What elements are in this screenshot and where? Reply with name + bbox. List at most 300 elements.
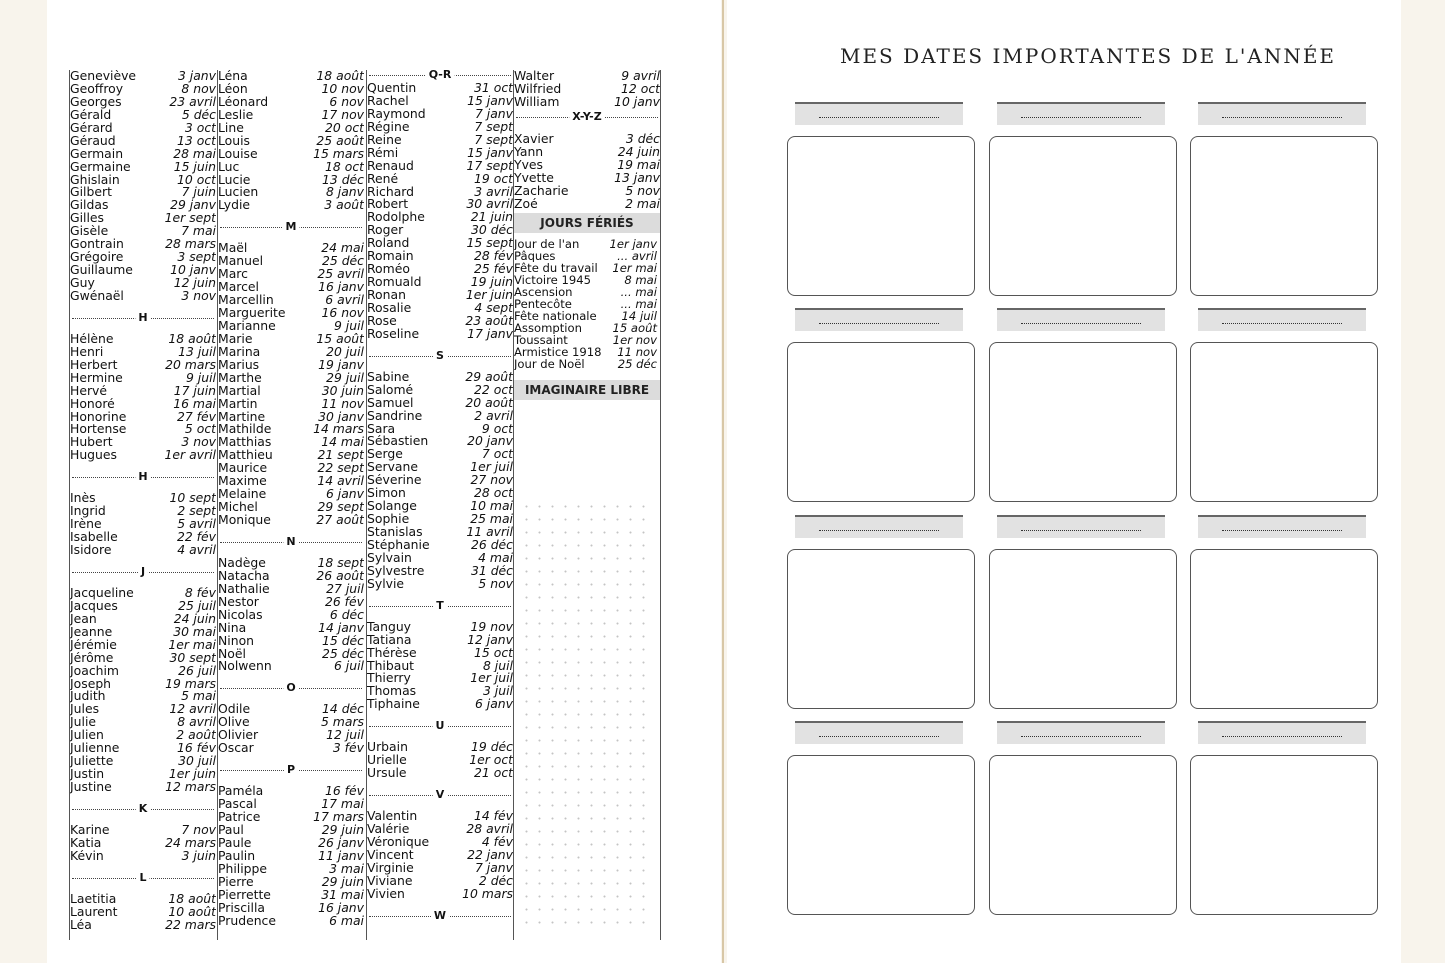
letter-divider: [70, 557, 216, 587]
holidays-list: [514, 238, 660, 370]
page-title: MES DATES IMPORTANTES DE L'ANNÉE: [839, 44, 1337, 68]
first-name: Valentin: [367, 810, 418, 823]
first-name: Thibaut: [367, 659, 415, 673]
name-block: [70, 587, 216, 794]
name-day-date: 20 janv: [467, 435, 513, 449]
holiday-date: 1er mai: [612, 262, 657, 275]
name-day-date: 3 janv: [177, 70, 216, 83]
name-row: [70, 238, 216, 251]
letter-divider: [218, 673, 364, 703]
first-name: Thérèse: [367, 646, 417, 660]
first-name: Solange: [367, 500, 417, 514]
name-day-date: 27 août: [316, 514, 364, 527]
first-name: Gérard: [70, 121, 113, 135]
first-name: Marcellin: [218, 294, 274, 307]
letter-divider: [367, 901, 513, 931]
name-day-date: 16 nov: [321, 307, 364, 320]
first-name: Léonard: [218, 95, 269, 109]
name-row: [70, 587, 216, 600]
first-name: Rémi: [367, 146, 399, 160]
first-name: Louis: [218, 134, 251, 148]
name-day-date: 25 juil: [178, 599, 216, 613]
name-day-date: 1er juil: [470, 461, 513, 475]
name-day-date: 29 sept: [317, 501, 364, 514]
holiday-row: [514, 322, 660, 334]
name-day-date: 7 sept: [474, 120, 513, 134]
name-day-date: 8 janv: [325, 186, 364, 200]
first-name: Léna: [218, 70, 248, 83]
first-name: Olive: [218, 716, 250, 730]
first-name: Matthias: [218, 436, 272, 450]
note-box[interactable]: [989, 342, 1177, 502]
name-day-date: 24 mars: [165, 836, 216, 850]
name-row: [218, 557, 364, 570]
date-label-field[interactable]: [795, 102, 963, 125]
name-day-date: 3 avril: [474, 185, 513, 199]
name-day-date: 7 sept: [474, 133, 513, 147]
name-row: [367, 500, 513, 513]
name-day-date: 13 oct: [177, 134, 216, 148]
name-row: [367, 134, 513, 147]
name-day-date: 5 oct: [184, 423, 216, 437]
first-name: Roméo: [367, 263, 410, 277]
name-row: [218, 359, 364, 372]
letter-divider: [70, 863, 216, 893]
name-day-date: 10 mars: [462, 887, 513, 901]
name-row: [218, 863, 364, 876]
name-day-date: 4 sept: [474, 301, 513, 315]
name-day-date: 13 déc: [321, 173, 364, 187]
first-name: Isabelle: [70, 531, 118, 544]
name-day-date: 28 avril: [466, 823, 513, 836]
name-day-date: 29 août: [465, 370, 513, 384]
first-name: Gilbert: [70, 186, 112, 200]
name-day-date: 6 nov: [329, 95, 364, 109]
name-block: [367, 810, 513, 901]
name-row: [70, 186, 216, 199]
date-label-field[interactable]: [997, 308, 1165, 331]
name-day-date: 20 mars: [165, 358, 216, 372]
first-name: Stéphanie: [367, 538, 430, 552]
name-row: [218, 109, 364, 122]
name-day-date: 15 oct: [474, 646, 513, 660]
name-day-date: 5 nov: [625, 184, 660, 198]
first-name: Nestor: [218, 595, 259, 609]
first-name: Raymond: [367, 107, 426, 121]
name-day-date: 12 mars: [165, 781, 216, 794]
name-day-date: 20 juil: [326, 345, 364, 359]
name-day-date: 31 mai: [321, 888, 364, 902]
first-name: Maxime: [218, 475, 267, 489]
letter-label: S: [433, 349, 447, 362]
name-day-date: 1er avril: [164, 449, 216, 463]
name-day-date: 7 janv: [474, 107, 513, 121]
first-name: Lydie: [218, 199, 251, 213]
name-day-date: 10 janv: [170, 264, 216, 277]
first-name: Joseph: [70, 677, 112, 691]
first-name: Odile: [218, 703, 251, 717]
letter-divider: [70, 303, 216, 333]
first-name: Valérie: [367, 823, 410, 836]
name-row: [218, 96, 364, 109]
name-day-date: 4 fév: [481, 835, 513, 849]
name-day-date: 19 mai: [617, 158, 660, 172]
note-box[interactable]: [787, 136, 975, 296]
first-name: Walter: [514, 70, 555, 83]
name-day-date: 28 mars: [165, 238, 216, 252]
date-label-field[interactable]: [997, 102, 1165, 125]
letter-label: H: [135, 470, 150, 483]
name-block: [218, 785, 364, 927]
name-row: [218, 83, 364, 96]
first-name: Leslie: [218, 108, 254, 122]
name-row: [367, 397, 513, 410]
first-name: Romuald: [367, 276, 422, 289]
first-name: Yvette: [514, 171, 554, 185]
first-name: Zacharie: [514, 184, 569, 198]
name-day-date: 28 fév: [473, 250, 513, 264]
note-box[interactable]: [1190, 549, 1378, 709]
name-row: [514, 96, 660, 109]
first-name: Gérald: [70, 108, 112, 122]
name-row: [367, 384, 513, 397]
name-row: [367, 754, 513, 767]
name-day-date: 20 août: [465, 396, 513, 410]
date-label-field[interactable]: [1198, 308, 1366, 331]
first-name: Sylvie: [367, 577, 405, 591]
first-name: Rodolphe: [367, 211, 425, 225]
first-name: Marius: [218, 358, 260, 372]
name-row: [218, 320, 364, 333]
letter-label: V: [433, 788, 448, 801]
name-block: [218, 242, 364, 527]
date-label-field[interactable]: [997, 515, 1165, 538]
first-name: Rose: [367, 314, 397, 328]
first-name: Sophie: [367, 513, 410, 526]
name-day-date: 24 mai: [321, 242, 364, 256]
first-name: Judith: [70, 690, 106, 704]
name-day-date: 19 nov: [470, 620, 513, 634]
first-name: Philippe: [218, 862, 268, 876]
name-day-date: 14 mars: [313, 423, 364, 437]
name-day-date: 15 août: [316, 332, 364, 346]
name-day-date: 21 oct: [474, 767, 513, 781]
first-name: Gontrain: [70, 238, 124, 252]
date-label-field[interactable]: [795, 308, 963, 331]
name-row: [218, 242, 364, 255]
name-day-date: 22 mars: [165, 918, 216, 932]
name-row: [218, 199, 364, 212]
name-row: [218, 915, 364, 928]
name-row: [367, 147, 513, 160]
name-day-date: 17 juin: [173, 384, 216, 398]
first-name: Léon: [218, 82, 248, 96]
first-name: Thomas: [367, 685, 417, 699]
name-row: [70, 225, 216, 238]
name-day-date: 12 juin: [173, 277, 216, 290]
holiday-name: Victoire 1945: [514, 274, 591, 287]
name-day-date: 28 oct: [474, 487, 513, 501]
name-day-date: 5 mai: [181, 690, 216, 704]
first-name: Séverine: [367, 474, 422, 488]
name-day-date: 12 avril: [169, 703, 216, 717]
name-row: [514, 70, 660, 83]
first-name: Hubert: [70, 436, 113, 450]
name-day-date: 17 janv: [467, 327, 513, 341]
name-day-date: 9 oct: [481, 422, 513, 436]
name-row: [218, 411, 364, 424]
name-row: [70, 199, 216, 212]
name-day-date: 18 août: [168, 892, 216, 906]
first-name: Marianne: [218, 319, 276, 333]
name-day-date: 3 juil: [482, 685, 513, 699]
name-day-date: 25 août: [316, 134, 364, 148]
letter-label: T: [433, 599, 447, 612]
note-box[interactable]: [1190, 136, 1378, 296]
note-box[interactable]: [1190, 755, 1378, 915]
holiday-row: [514, 310, 660, 322]
holiday-name: Armistice 1918: [514, 346, 602, 359]
holiday-name: Jour de l'an: [514, 238, 580, 251]
name-row: [367, 888, 513, 901]
holiday-date: 1er nov: [612, 334, 657, 347]
letter-label: P: [284, 763, 298, 776]
first-name: Hélène: [70, 332, 114, 346]
letter-divider: [70, 462, 216, 492]
first-name: Régine: [367, 120, 410, 134]
name-day-date: 27 juil: [326, 582, 364, 596]
first-name: Prudence: [218, 914, 276, 928]
name-day-date: 10 oct: [177, 173, 216, 187]
dotted-write-line: [819, 323, 939, 324]
name-row: [514, 172, 660, 185]
name-day-date: 4 mai: [478, 551, 513, 565]
first-name: Vivien: [367, 887, 405, 901]
name-row: [70, 690, 216, 703]
first-name: Gisèle: [70, 225, 109, 239]
name-day-date: 1er oct: [469, 754, 513, 768]
name-row: [367, 250, 513, 263]
name-row: [367, 526, 513, 539]
first-name: Véronique: [367, 835, 430, 849]
date-label-field[interactable]: [1198, 515, 1366, 538]
first-name: Natacha: [218, 569, 270, 583]
note-box[interactable]: [989, 549, 1177, 709]
name-day-date: 2 sept: [177, 505, 216, 519]
first-name: Vincent: [367, 848, 414, 862]
note-box[interactable]: [787, 755, 975, 915]
holiday-name: Pâques: [514, 250, 556, 263]
date-label-field[interactable]: [795, 515, 963, 538]
name-row: [70, 531, 216, 544]
name-row: [218, 372, 364, 385]
date-label-field[interactable]: [795, 721, 963, 744]
first-name: Rachel: [367, 94, 409, 108]
name-row: [367, 160, 513, 173]
letter-divider: [218, 212, 364, 242]
name-row: [367, 552, 513, 565]
name-row: [70, 398, 216, 411]
name-row: [70, 781, 216, 794]
name-day-date: 9 juil: [333, 319, 364, 333]
first-name: Honoré: [70, 397, 115, 411]
name-row: [218, 161, 364, 174]
note-box[interactable]: [1190, 342, 1378, 502]
name-day-date: 16 fév: [176, 742, 216, 756]
name-day-date: 11 nov: [321, 397, 364, 411]
dotted-write-line: [819, 736, 939, 737]
first-name: Laetitia: [70, 892, 117, 906]
name-row: [367, 237, 513, 250]
name-row: [367, 435, 513, 448]
name-day-date: 16 janv: [318, 281, 364, 295]
name-row: [218, 785, 364, 798]
name-day-date: 19 janv: [318, 358, 364, 372]
note-box[interactable]: [989, 755, 1177, 915]
name-day-date: 8 nov: [181, 82, 216, 96]
first-name: Renaud: [367, 159, 414, 173]
date-label-field[interactable]: [1198, 102, 1366, 125]
name-day-date: 11 janv: [318, 849, 364, 863]
name-row: [70, 135, 216, 148]
name-row: [70, 174, 216, 187]
name-row: [218, 729, 364, 742]
name-day-date: 8 avril: [177, 716, 216, 730]
name-day-date: 7 janv: [474, 861, 513, 875]
first-name: Nicolas: [218, 608, 263, 622]
date-label-field[interactable]: [1198, 721, 1366, 744]
first-name: Jérémie: [70, 638, 117, 652]
name-day-date: 30 janv: [318, 410, 364, 424]
name-row: [218, 850, 364, 863]
name-row: [70, 122, 216, 135]
first-name: Jeanne: [70, 625, 113, 639]
name-row: [218, 174, 364, 187]
first-name: Geoffroy: [70, 82, 124, 96]
name-row: [218, 570, 364, 583]
name-day-date: 15 déc: [321, 634, 364, 648]
name-row: [70, 716, 216, 729]
letter-label: U: [433, 719, 448, 732]
name-row: [367, 224, 513, 237]
name-row: [367, 685, 513, 698]
name-row: [70, 333, 216, 346]
name-day-date: 13 janv: [614, 171, 660, 185]
letter-label: H: [135, 311, 150, 324]
name-row: [218, 837, 364, 850]
first-name: Manuel: [218, 255, 264, 269]
date-label-field[interactable]: [997, 721, 1165, 744]
first-name: Martial: [218, 384, 261, 398]
name-row: [70, 613, 216, 626]
name-day-date: 3 nov: [181, 436, 216, 450]
name-day-date: 12 juil: [326, 729, 364, 743]
name-row: [218, 902, 364, 915]
holiday-name: Assomption: [514, 322, 582, 335]
name-row: [218, 514, 364, 527]
name-row: [218, 148, 364, 161]
name-day-date: 1er juin: [465, 289, 513, 302]
name-row: [367, 849, 513, 862]
first-name: Grégoire: [70, 251, 124, 265]
first-name: Roger: [367, 224, 404, 238]
name-day-date: 10 sept: [169, 492, 216, 506]
name-row: [70, 505, 216, 518]
name-day-date: 3 août: [324, 199, 364, 213]
names-column-2: [217, 70, 364, 940]
note-box[interactable]: [787, 342, 975, 502]
name-day-date: 19 oct: [474, 172, 513, 186]
name-day-date: 26 déc: [470, 538, 513, 552]
first-name: Gilles: [70, 212, 105, 226]
name-row: [367, 410, 513, 423]
name-row: [70, 290, 216, 303]
first-name: Marc: [218, 268, 248, 282]
first-name: Thierry: [367, 672, 411, 686]
name-row: [218, 609, 364, 622]
first-name: Guy: [70, 277, 95, 290]
holiday-date: 15 août: [612, 322, 657, 335]
first-name: Matthieu: [218, 449, 273, 463]
first-name: Julienne: [70, 742, 120, 756]
note-box[interactable]: [989, 136, 1177, 296]
name-day-date: 5 déc: [181, 108, 216, 122]
dotted-write-line: [1222, 117, 1342, 118]
first-name: Sandrine: [367, 409, 423, 423]
letter-divider: [367, 591, 513, 621]
name-row: [70, 678, 216, 691]
dotted-write-line: [1222, 736, 1342, 737]
first-name: Serge: [367, 448, 403, 462]
first-name: Maurice: [218, 462, 268, 476]
note-box[interactable]: [787, 549, 975, 709]
name-row: [70, 423, 216, 436]
holiday-row: [514, 286, 660, 298]
name-row: [70, 411, 216, 424]
name-row: [70, 755, 216, 768]
name-row: [218, 346, 364, 359]
name-row: [367, 289, 513, 302]
name-row: [218, 449, 364, 462]
letter-label: X-Y-Z: [569, 110, 604, 123]
holiday-date: 8 mai: [624, 274, 657, 287]
holiday-name: Toussaint: [514, 334, 568, 347]
name-row: [70, 703, 216, 716]
name-day-date: 15 juin: [173, 160, 216, 174]
left-page: [47, 0, 721, 963]
name-day-date: 12 janv: [467, 633, 513, 647]
holiday-name: Jour de Noël: [514, 358, 585, 371]
name-day-date: 30 juin: [321, 384, 364, 398]
name-day-date: 17 mai: [321, 798, 364, 811]
name-row: [367, 672, 513, 685]
name-day-date: 1er sept: [164, 212, 216, 226]
name-row: [218, 475, 364, 488]
name-row: [514, 198, 660, 211]
first-name: Urielle: [367, 754, 407, 768]
holiday-date: ... avril: [617, 250, 657, 263]
name-row: [218, 703, 364, 716]
name-row: [367, 211, 513, 224]
name-row: [218, 281, 364, 294]
name-row: [367, 461, 513, 474]
first-name: Isidore: [70, 544, 112, 557]
name-day-date: 9 juil: [185, 371, 216, 385]
name-day-date: 17 mars: [313, 811, 364, 824]
first-name: Marthe: [218, 371, 262, 385]
name-day-date: 5 mars: [320, 716, 364, 730]
letter-label: W: [431, 909, 449, 922]
